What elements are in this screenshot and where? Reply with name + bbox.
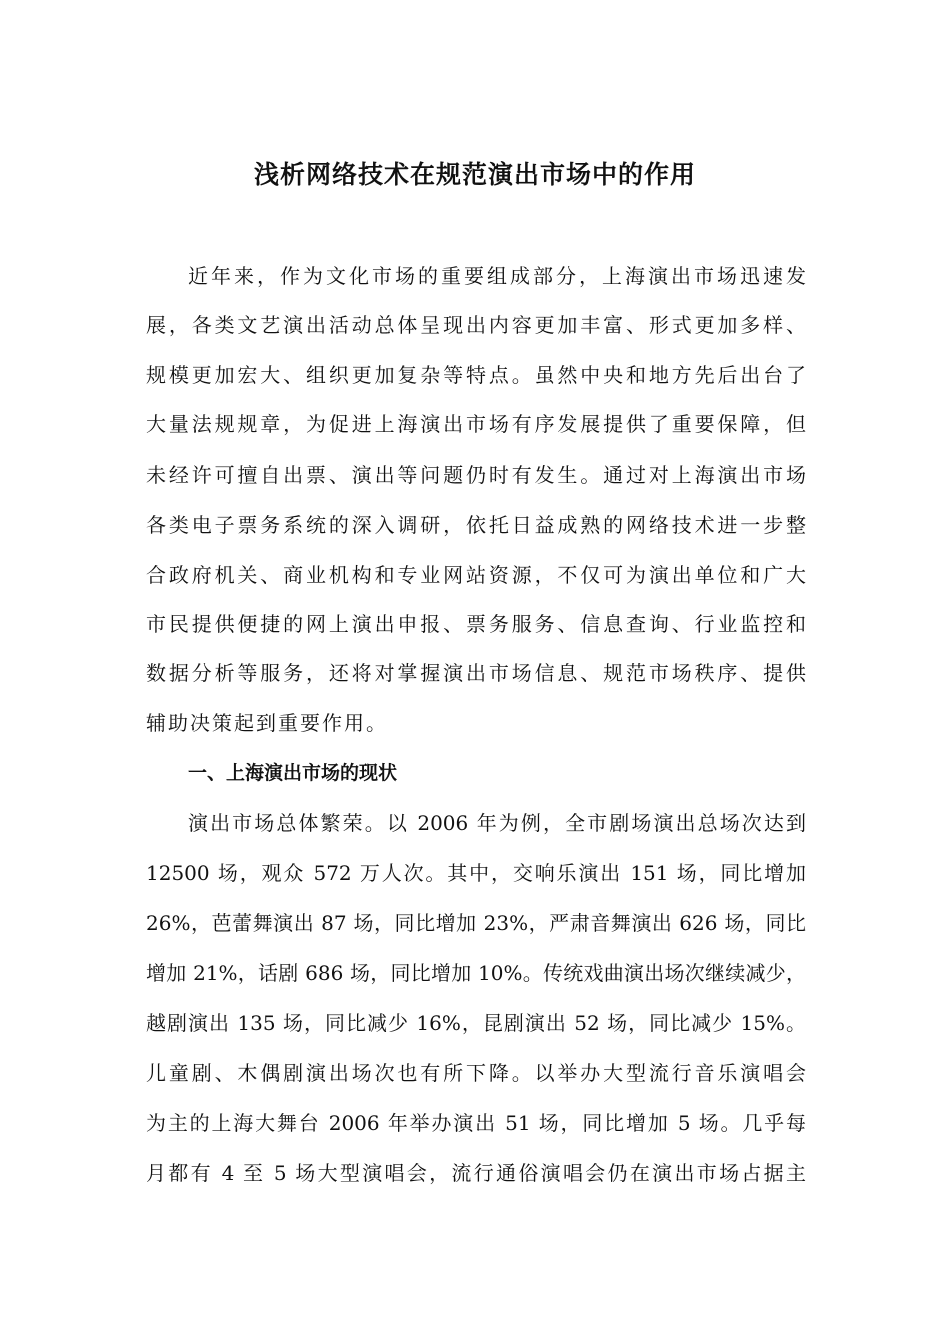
paragraph-line: 近年来，作为文化市场的重要组成部分，上海演出市场迅速发 <box>188 264 806 288</box>
paragraph-line: 大量法规规章，为促进上海演出市场有序发展提供了重要保障，但 <box>146 412 806 436</box>
paragraph-line: 规模更加宏大、组织更加复杂等特点。虽然中央和地方先后出台了 <box>146 363 806 387</box>
paragraph-line: 增加 21%，话剧 686 场，同比增加 10%。传统戏曲演出场次继续减少， <box>146 961 806 985</box>
paragraph-line: 各类电子票务系统的深入调研，依托日益成熟的网络技术进一步整 <box>146 513 806 537</box>
paragraph-line: 展，各类文艺演出活动总体呈现出内容更加丰富、形式更加多样、 <box>146 313 806 337</box>
section-heading: 一、上海演出市场的现状 <box>188 762 398 784</box>
paragraph-line: 为主的上海大舞台 2006 年举办演出 51 场，同比增加 5 场。几乎每 <box>146 1111 806 1135</box>
paragraph-line: 数据分析等服务，还将对掌握演出市场信息、规范市场秩序、提供 <box>146 661 806 685</box>
paragraph-line: 儿童剧、木偶剧演出场次也有所下降。以举办大型流行音乐演唱会 <box>146 1061 806 1085</box>
paragraph-line: 12500 场，观众 572 万人次。其中，交响乐演出 151 场，同比增加 <box>146 861 806 885</box>
paragraph-line: 合政府机关、商业机构和专业网站资源，不仅可为演出单位和广大 <box>146 563 806 587</box>
paragraph-line: 市民提供便捷的网上演出申报、票务服务、信息查询、行业监控和 <box>146 612 806 636</box>
paragraph-line: 辅助决策起到重要作用。 <box>146 711 388 735</box>
paragraph-line: 月都有 4 至 5 场大型演唱会，流行通俗演唱会仍在演出市场占据主 <box>146 1161 806 1185</box>
paragraph-line: 演出市场总体繁荣。以 2006 年为例，全市剧场演出总场次达到 <box>188 811 806 835</box>
document-title: 浅析网络技术在规范演出市场中的作用 <box>253 160 696 189</box>
paragraph-line: 越剧演出 135 场，同比减少 16%，昆剧演出 52 场，同比减少 15%。 <box>146 1011 806 1035</box>
paragraph-line: 26%，芭蕾舞演出 87 场，同比增加 23%，严肃音舞演出 626 场，同比 <box>146 911 806 935</box>
paragraph-line: 未经许可擅自出票、演出等问题仍时有发生。通过对上海演出市场 <box>146 463 806 487</box>
